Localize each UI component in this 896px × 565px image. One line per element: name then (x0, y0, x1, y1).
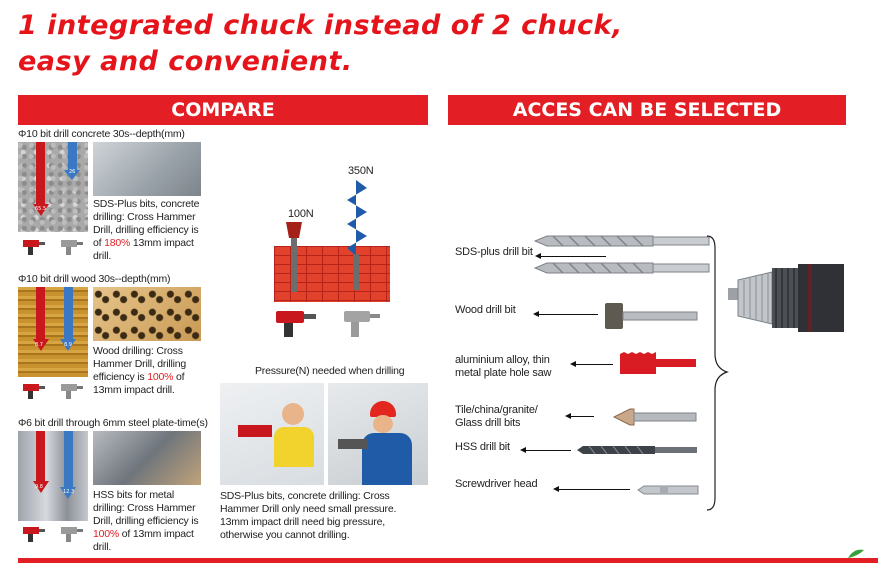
pointer-arrow (525, 450, 571, 451)
impact-drill-icon (58, 236, 84, 256)
steel-caption: Φ6 bit drill through 6mm steel plate-time(s) (18, 417, 208, 429)
sds-plus-drill-bit-2-icon (533, 259, 711, 277)
blue-value-label: 12.3 (63, 489, 75, 495)
impact-drill-icon (58, 523, 84, 543)
headline-line-2: easy and convenient. (18, 46, 353, 77)
red-value-label: 65.5 (35, 206, 47, 212)
pointer-arrow (575, 364, 613, 365)
cross-hammer-drilling-photo (220, 383, 324, 485)
drill-in-hand (238, 425, 272, 437)
label-350n: 350N (348, 165, 374, 177)
wood-description: Wood drilling: Cross Hammer Drill, drilling efficiency is 100% of 13mm impact drill. (93, 345, 187, 396)
impact-drill-icon (58, 380, 84, 400)
person-body (362, 433, 412, 485)
red-time-arrow (36, 431, 45, 481)
blue-depth-arrow (64, 287, 73, 339)
accessory-label-wood: Wood drill bit (455, 304, 516, 316)
wood-caption: Φ10 bit drill wood 30s--depth(mm) (18, 273, 171, 285)
sds-bit-red-icon (284, 220, 304, 295)
screwdriver-head-icon (636, 483, 700, 497)
wood-block (18, 287, 88, 377)
concrete-caption: Φ10 bit drill concrete 30s--depth(mm) (18, 128, 185, 140)
sds-bit-blue-icon (343, 178, 369, 293)
accessory-label-hole-saw: aluminium alloy, thin metal plate hole saw (455, 354, 552, 379)
red-depth-arrow (36, 142, 45, 204)
compare-banner: COMPARE (18, 95, 428, 125)
cross-hammer-drill-icon (20, 380, 46, 400)
hss-drill-bit-icon (575, 443, 699, 457)
wood-drilling-photo (93, 287, 201, 341)
accessory-label-hss: HSS drill bit (455, 441, 510, 453)
red-depth-arrow (36, 287, 45, 339)
pointer-arrow (570, 416, 594, 417)
concrete-block (18, 142, 88, 232)
pointer-arrow (540, 256, 606, 257)
person-body (274, 427, 314, 467)
steel-block (18, 431, 88, 521)
concrete-drilling-photo (93, 142, 201, 196)
accessory-label-tile-bits: Tile/china/granite/ Glass drill bits (455, 404, 538, 429)
pointer-arrow (558, 489, 630, 490)
sds-plus-drill-bit-1-icon (533, 232, 711, 250)
blue-time-arrow (64, 431, 73, 487)
person-head (373, 415, 393, 433)
cross-hammer-drill-icon (270, 305, 318, 339)
steel-description: HSS bits for metal drilling: Cross Hammer Drill, drilling efficiency is 100% of 13mm impact drill. (93, 489, 199, 553)
accessories-banner: ACCES CAN BE SELECTED (448, 95, 846, 125)
blue-value-label: 8.9 (64, 342, 72, 348)
hole-saw-icon (618, 350, 698, 376)
pressure-caption: Pressure(N) needed when drilling (255, 365, 405, 377)
person-head (282, 403, 304, 425)
blue-depth-arrow (68, 142, 77, 170)
leaf-logo-icon (846, 548, 866, 560)
concrete-description: SDS-Plus bits, concrete drilling: Cross Hammer Drill, drilling efficiency is of 180% 13mm impact drill. (93, 198, 200, 262)
accessory-label-sds-plus: SDS-plus drill bit (455, 246, 533, 258)
drill-chuck-icon (726, 262, 846, 334)
pointer-arrow (538, 314, 598, 315)
red-value-label: 8.7 (35, 342, 43, 348)
impact-drilling-photo (328, 383, 428, 485)
accessory-label-screwdriver: Screwdriver head (455, 478, 538, 490)
blue-value-label: 26 (69, 169, 76, 175)
cross-hammer-drill-icon (20, 236, 46, 256)
impact-drill-icon (338, 305, 382, 339)
tile-drill-bit-icon (612, 407, 698, 427)
steel-drilling-photo (93, 431, 201, 485)
footer-rule (18, 558, 878, 563)
headline-line-1: 1 integrated chuck instead of 2 chuck, (18, 10, 623, 41)
drill-in-hand (338, 439, 368, 449)
red-value-label: 9.8 (35, 484, 43, 490)
label-100n: 100N (288, 208, 314, 220)
pressure-description: SDS-Plus bits, concrete drilling: Cross Hammer Drill only need small pressure. 13mm impact drill need big pressure, otherwise you cannot drilling. (220, 490, 397, 541)
cross-hammer-drill-icon (20, 523, 46, 543)
wood-drill-bit-icon (603, 301, 699, 331)
